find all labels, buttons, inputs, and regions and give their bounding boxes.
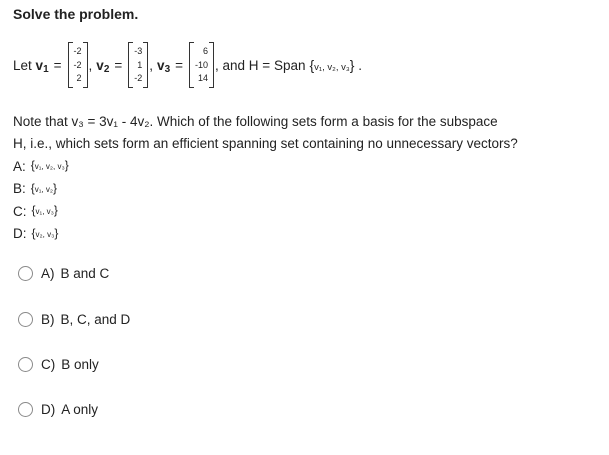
v2-entry: -3 (134, 46, 143, 56)
v3-entry: 6 (203, 46, 209, 56)
v2-symbol: v 2 (96, 57, 110, 75)
vector-definitions (13, 35, 362, 95)
v1-symbol: v 1 (35, 57, 49, 75)
radio-button[interactable] (18, 402, 33, 417)
set-option-c: C: {v₁, v₃} (13, 203, 58, 219)
v2-entry: -2 (134, 73, 143, 83)
period: . (358, 57, 362, 73)
choice-text: B only (61, 357, 99, 372)
v3-entry: -10 (195, 59, 209, 70)
choice-letter: B) (41, 312, 55, 327)
note-line: H, i.e., which sets form an efficient spanning set containing no unnecessary vectors? (13, 136, 518, 151)
v3-matrix (189, 42, 214, 88)
radio-button[interactable] (18, 357, 33, 372)
radio-button[interactable] (18, 266, 33, 281)
choice-text: B, C, and D (60, 312, 131, 327)
choice-text: B and C (60, 266, 110, 281)
answer-choice-c[interactable] (18, 357, 99, 372)
answer-choice-d[interactable] (18, 402, 98, 417)
problem-note (13, 111, 598, 155)
question-title: Solve the problem. (13, 6, 139, 22)
set-option-b: B: {v₁, v₂} (13, 180, 58, 196)
set-options (13, 155, 69, 245)
comma: , (149, 57, 154, 73)
v2-entry: 1 (137, 59, 143, 70)
set-option-d: D: {v₂, v₃} (13, 225, 59, 241)
let-label: Let (13, 57, 32, 73)
v3-entry: 14 (198, 73, 209, 83)
v1-entry: -2 (73, 46, 82, 56)
answer-choice-a[interactable] (18, 266, 109, 281)
equals-sign: = (53, 57, 62, 73)
span-set: {v₁, v₂, v₃} (309, 57, 355, 73)
choice-letter: A) (41, 266, 55, 281)
v1-entry: 2 (76, 73, 82, 83)
v3-symbol: v 3 (157, 57, 171, 75)
equals-sign: = (114, 57, 123, 73)
v2-matrix (128, 42, 148, 88)
choice-letter: D) (41, 402, 56, 417)
choice-text: A only (61, 402, 99, 417)
v1-entry: -2 (73, 59, 82, 70)
radio-button[interactable] (18, 312, 33, 327)
and-span-text: , and H = Span (215, 57, 306, 73)
choice-letter: C) (41, 357, 56, 372)
equals-sign: = (175, 57, 184, 73)
answer-choice-b[interactable] (18, 312, 130, 327)
note-line: Note that v₃ = 3v₁ - 4v₂. Which of the following sets form a basis for the subspace (13, 114, 498, 129)
set-option-a: A: {v₁, v₂, v₃} (13, 158, 69, 174)
v1-matrix (68, 42, 88, 88)
comma: , (88, 57, 93, 73)
